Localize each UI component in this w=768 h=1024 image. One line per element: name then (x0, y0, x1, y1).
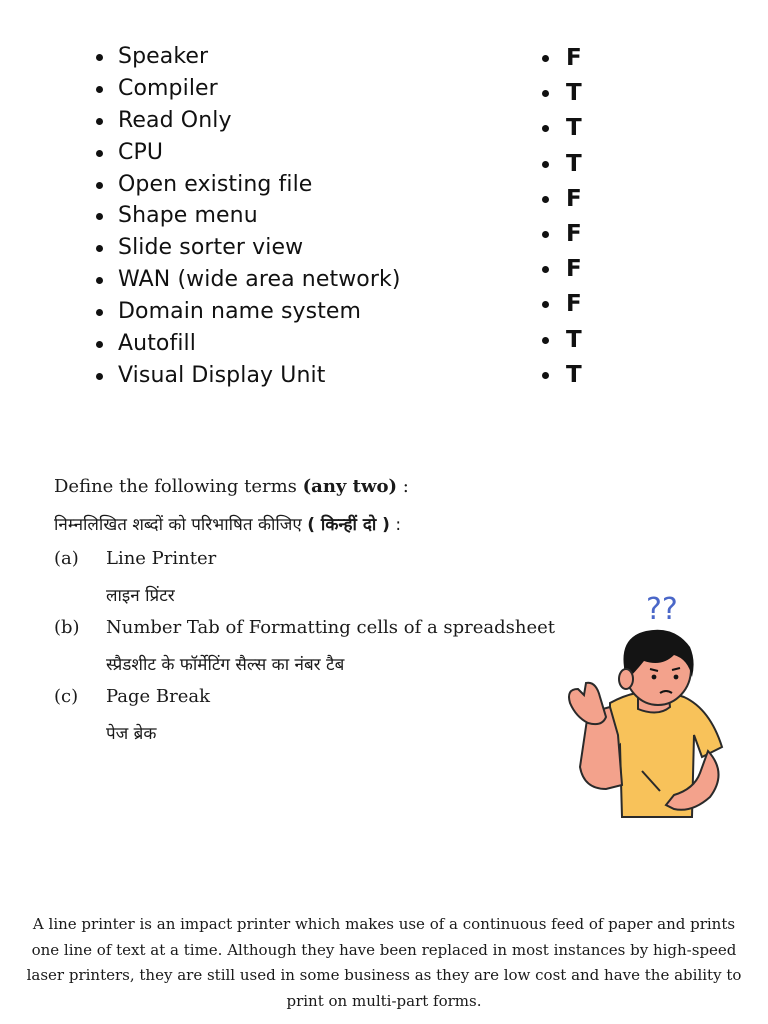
term-item: WAN (wide area network) (96, 264, 401, 296)
left-eye (652, 675, 657, 680)
term-item: Slide sorter view (96, 232, 401, 264)
terms-list (96, 41, 401, 392)
answer-paragraph: A line printer is an impact printer which makes use of a continuous feed of paper and prints one line of text at a time. Although they have been replaced in most instances by high-speed laser printers, they are still used in some business as they are low cost and have the ability to print on multi-part forms. (26, 915, 742, 1010)
answer-item: F (542, 252, 582, 287)
question-heading-hi (54, 512, 401, 535)
ear-shape (619, 669, 633, 689)
answer-item: F (542, 182, 582, 217)
term-item: CPU (96, 137, 401, 169)
item-en: Number Tab of Formatting cells of a spreadsheet (106, 617, 556, 638)
confused-boy-illustration (562, 585, 732, 830)
term-item: Compiler (96, 73, 401, 105)
term-item: Autofill (96, 328, 401, 360)
heading-hi-text: निम्नलिखित शब्दों को परिभाषित कीजिए (54, 515, 302, 535)
term-item: Speaker (96, 41, 401, 73)
answer-item: T (542, 111, 582, 146)
term-item: Visual Display Unit (96, 360, 401, 392)
term-item: Read Only (96, 105, 401, 137)
answer-item: T (542, 323, 582, 358)
term-item: Open existing file (96, 169, 401, 201)
raised-hand (569, 683, 606, 724)
question-heading-en (54, 476, 409, 497)
item-label: (a) (54, 548, 79, 569)
heading-en-end: : (396, 476, 409, 497)
item-hi: लाइन प्रिंटर (106, 586, 175, 606)
term-item: Domain name system (96, 296, 401, 328)
answer-item: T (542, 147, 582, 182)
heading-en-bold: (any two) (302, 476, 397, 497)
question-marks: ?? (646, 592, 678, 627)
answers-list (542, 41, 582, 393)
right-eye (674, 675, 679, 680)
item-label: (b) (54, 617, 80, 638)
item-label: (c) (54, 686, 79, 707)
answer-item: F (542, 217, 582, 252)
answer-item: T (542, 76, 582, 111)
answer-item: T (542, 358, 582, 393)
heading-en-text: Define the following terms (54, 476, 297, 497)
item-hi: पेज ब्रेक (106, 724, 157, 744)
term-item: Shape menu (96, 200, 401, 232)
heading-hi-end: : (389, 515, 402, 535)
heading-hi-bold: ( किन्हीं दो ) (307, 515, 390, 535)
item-en: Line Printer (106, 548, 217, 569)
item-en: Page Break (106, 686, 211, 707)
answer-item: F (542, 41, 582, 76)
item-hi: स्प्रैडशीट के फॉर्मेटिंग सैल्स का नंबर टैब (106, 655, 345, 675)
answer-item: F (542, 287, 582, 322)
